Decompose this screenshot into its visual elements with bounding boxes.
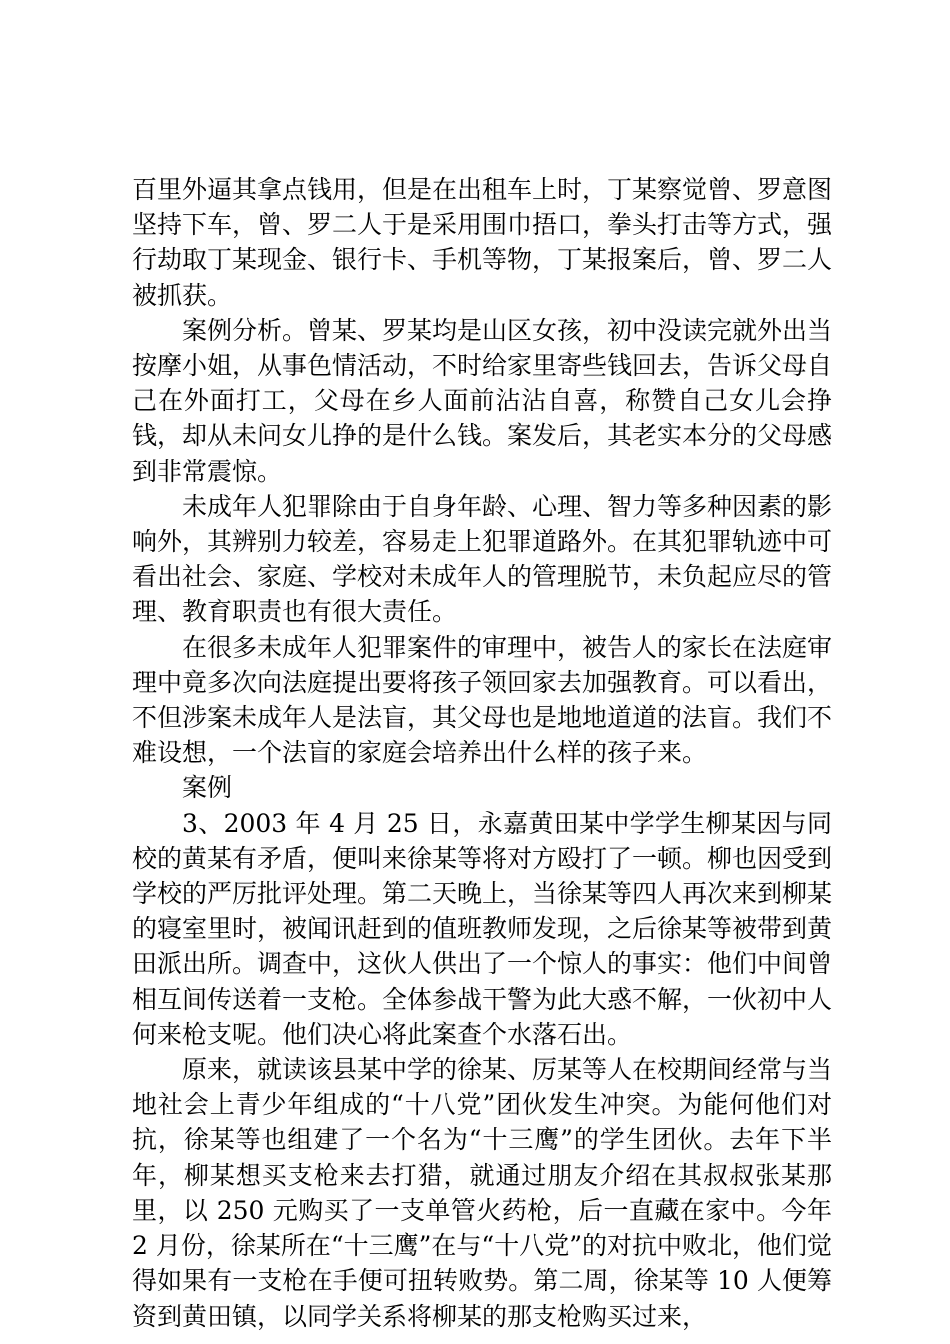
paragraph-case-3: 3、2003 年 4 月 25 日，永嘉黄田某中学学生柳某因与同校的黄某有矛盾，便叫来徐某等将对方殴打了一顿。柳也因受到学校的严厉批评处理。第二天晚上，当徐某等四人再次来到柳某的寝室里时，被闻讯赶到的值班教师发现，之后徐某等被带到黄田派出所。调查中，这伙人供出了一个惊人的事实：他们中间曾相互间传送着一支枪。全体参战干警为此大惑不解，一伙初中人何来枪支呢。他们决心将此案查个水落石出。 xyxy=(132,808,833,1049)
paragraph-parents-law: 在很多未成年人犯罪案件的审理中，被告人的家长在法庭审理中竟多次向法庭提出要将孩子领回家去加强教育。可以看出，不但涉案未成年人是法盲，其父母也是地地道道的法盲。我们不难设想，一个法盲的家庭会培养出什么样的孩子来。 xyxy=(132,632,833,768)
paragraph-case-heading: 案例 xyxy=(182,773,233,803)
paragraph-juvenile-crime: 未成年人犯罪除由于自身年龄、心理、智力等多种因素的影响外，其辨别力较差，容易走上犯罪道路外。在其犯罪轨迹中可看出社会、家庭、学校对未成年人的管理脱节，未负起应尽的管理、教育职责也有很大责任。 xyxy=(132,491,833,627)
paragraph-gang-background: 原来，就读该县某中学的徐某、厉某等人在校期间经常与当地社会上青少年组成的“十八党”团伙发生冲突。为能何他们对抗，徐某等也组建了一个名为“十三鹰”的学生团伙。去年下半年，柳某想买支枪来去打猎，就通过朋友介绍在其叔叔张某那里，以 250 元购买了一支单管火药枪，后一直藏在家中。今年 2 月份，徐某所在“十三鹰”在与“十八党”的对抗中败北，他们觉得如果有一支枪在手便可扭转败势。第二周，徐某等 10 人便筹资到黄田镇，以同学关系将柳某的那支枪购买过来， xyxy=(132,1055,833,1331)
document-body xyxy=(132,172,832,1334)
paragraph-case-analysis: 案例分析。曾某、罗某均是山区女孩，初中没读完就外出当按摩小姐，从事色情活动，不时给家里寄些钱回去，告诉父母自己在外面打工，父母在乡人面前沾沾自喜，称赞自己女儿会挣钱，却从未问女儿挣的是什么钱。案发后，其老实本分的父母感到非常震惊。 xyxy=(132,315,833,486)
paragraph-1: 百里外逼其拿点钱用，但是在出租车上时，丁某察觉曾、罗意图坚持下车，曾、罗二人于是采用围巾捂口，拳头打击等方式，强行劫取丁某现金、银行卡、手机等物，丁某报案后，曾、罗二人被抓获。 xyxy=(132,175,833,310)
